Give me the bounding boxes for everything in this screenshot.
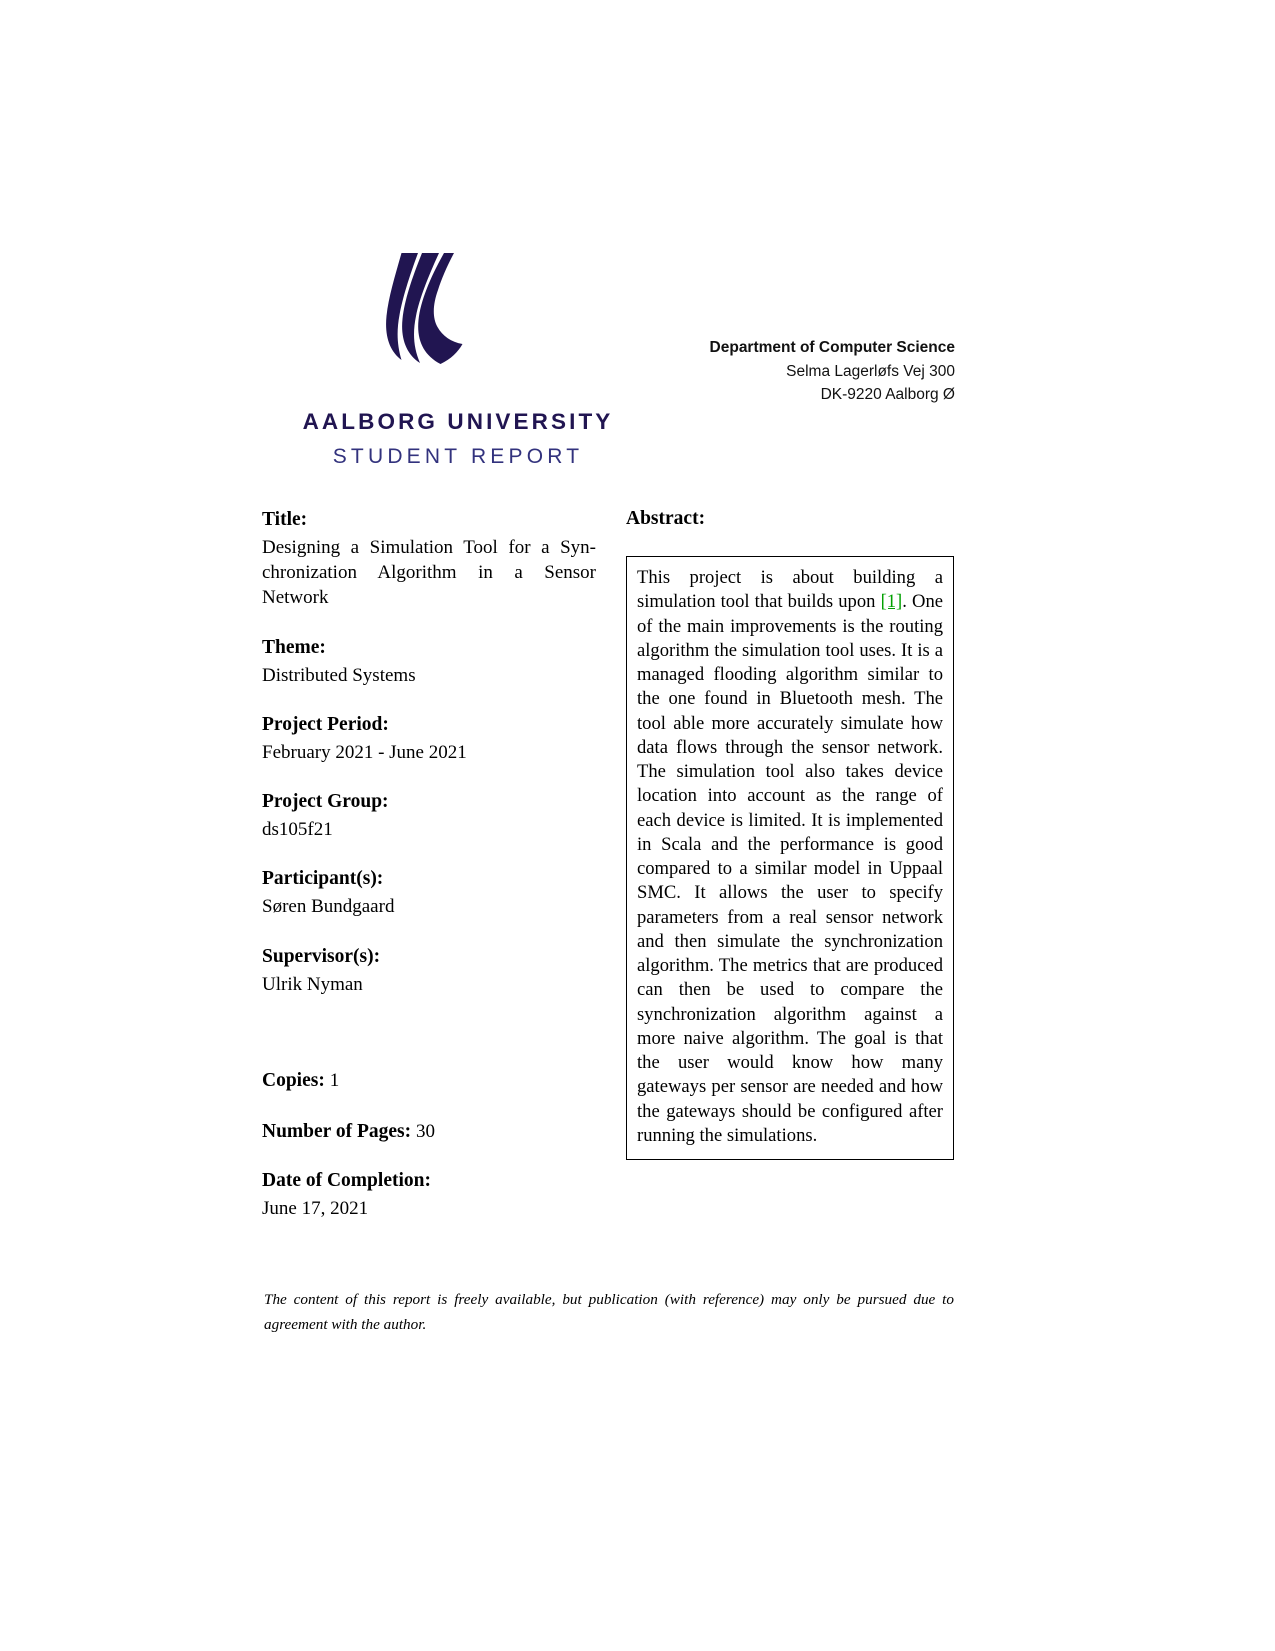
metadata-spacer <box>262 1022 596 1068</box>
field-project-period <box>262 713 596 765</box>
theme-value: Distributed Systems <box>262 664 416 686</box>
page-header <box>0 236 1275 476</box>
citation-link-1[interactable]: [1] <box>880 591 903 613</box>
field-copies <box>262 1068 596 1094</box>
abstract-label: Abstract: <box>626 508 706 529</box>
field-participants <box>262 867 596 919</box>
title-label: Title: <box>262 509 308 530</box>
theme-label: Theme: <box>262 636 326 658</box>
project-group-value: ds105f21 <box>262 819 333 841</box>
abstract-box <box>626 556 954 1160</box>
number-of-pages-value: 30 <box>416 1120 435 1142</box>
field-project-group <box>262 790 596 842</box>
project-period-value: February 2021 - June 2021 <box>262 741 467 763</box>
project-group-label: Project Group: <box>262 791 389 813</box>
project-period-label: Project Period: <box>262 713 389 735</box>
university-brand <box>258 409 658 469</box>
participants-label: Participant(s): <box>262 868 384 890</box>
aalborg-university-seal-icon <box>362 250 482 370</box>
department-address <box>515 336 955 407</box>
field-number-of-pages <box>262 1119 596 1145</box>
abstract-text-part2: . One of the main improvements is the routing algorithm the simulation tool uses. It is a managed flooding algorithm similar to the one found in Bluetooth mesh. The tool able more accurately simulate how data flows through the sensor network. The simulation tool also takes device location into account as the range of each device is limited. It is implemented in Scala and the performance is good compared to a similar model in Uppaal SMC. It allows the user to specify parameters from a real sensor network and then simulate the synchronization algorithm. The metrics that are produced can then be used to compare the synchronization algorithm against a more naive algorithm. The goal is that the user would know how many gateways per sensor are needed and how the gateways should be configured after running the simulations. <box>637 591 943 1146</box>
address-city: DK-9220 Aalborg Ø <box>820 386 955 404</box>
supervisors-value: Ulrik Nyman <box>262 973 363 995</box>
participants-value: Søren Bundgaard <box>262 896 395 918</box>
date-of-completion-value: June 17, 2021 <box>262 1198 369 1220</box>
date-of-completion-label: Date of Completion: <box>262 1170 431 1192</box>
field-theme <box>262 636 596 688</box>
abstract-column <box>626 508 954 1160</box>
department-name: Department of Computer Science <box>709 339 955 356</box>
abstract-text <box>637 566 943 1148</box>
copies-value: 1 <box>329 1069 340 1091</box>
field-supervisors <box>262 945 596 997</box>
field-date-of-completion <box>262 1169 596 1221</box>
report-type-label: STUDENT REPORT <box>332 445 584 468</box>
title-value: Designing a Simulation Tool for a Synchronization Algorithm in a Sensor Network <box>262 536 596 609</box>
abstract-text-part1: This project is about building a simulation tool that builds upon <box>637 567 943 613</box>
address-street: Selma Lagerløfs Vej 300 <box>786 362 955 380</box>
university-name: AALBORG UNIVERSITY <box>302 409 614 434</box>
metadata-column <box>262 508 596 1221</box>
number-of-pages-label: Number of Pages: <box>262 1120 412 1142</box>
supervisors-label: Supervisor(s): <box>262 945 381 967</box>
copyright-note: The content of this report is freely available, but publication (with reference) may only be pursued due to agreement with the author. <box>264 1291 954 1333</box>
copies-label: Copies: <box>262 1069 325 1091</box>
field-title <box>262 508 596 611</box>
